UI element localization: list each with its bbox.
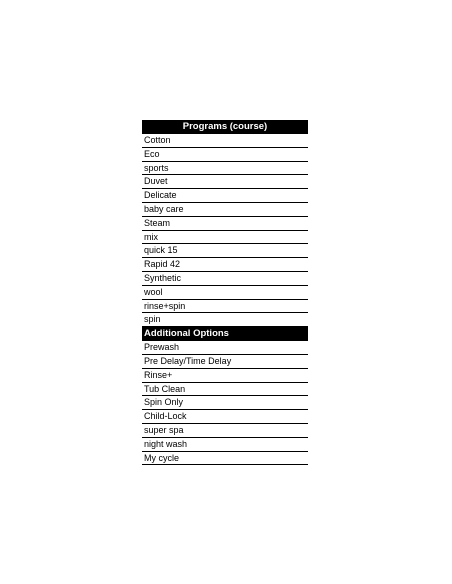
program-item: Rapid 42 [142,258,308,272]
options-list [142,341,308,465]
option-item: Child-Lock [142,410,308,424]
program-item: Cotton [142,134,308,148]
program-item: mix [142,231,308,245]
option-item: Rinse+ [142,369,308,383]
program-item: spin [142,313,308,327]
option-item: super spa [142,424,308,438]
option-item: night wash [142,438,308,452]
programs-list [142,134,308,327]
program-item: quick 15 [142,244,308,258]
program-item: Delicate [142,189,308,203]
program-item: Eco [142,148,308,162]
option-item: My cycle [142,452,308,466]
program-item: sports [142,162,308,176]
option-item: Tub Clean [142,383,308,397]
program-item: wool [142,286,308,300]
options-header: Additional Options [142,327,308,341]
option-item: Pre Delay/Time Delay [142,355,308,369]
program-item: Steam [142,217,308,231]
program-item: Synthetic [142,272,308,286]
programs-header: Programs (course) [142,120,308,134]
program-item: rinse+spin [142,300,308,314]
option-item: Prewash [142,341,308,355]
program-item: baby care [142,203,308,217]
option-item: Spin Only [142,396,308,410]
programs-options-table [142,120,308,465]
program-item: Duvet [142,175,308,189]
